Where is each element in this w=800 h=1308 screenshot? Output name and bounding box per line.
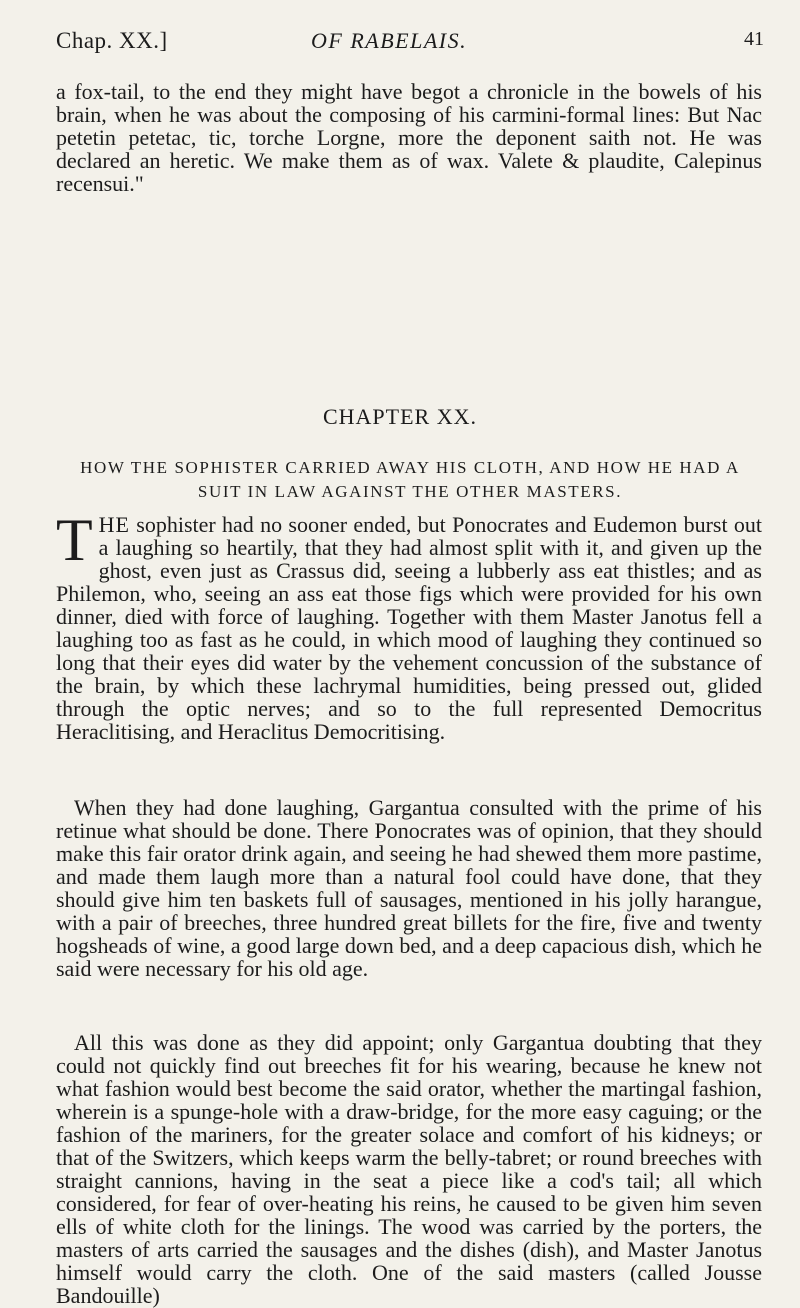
paragraph-1	[56, 507, 763, 744]
running-title: OF RABELAIS.	[311, 28, 468, 53]
running-header	[56, 28, 764, 58]
chapter-title: CHAPTER XX.	[322, 404, 477, 429]
chapter-subtitle: HOW THE SOPHISTER CARRIED AWAY HIS CLOTH, AND HOW HE HAD A SUIT IN LAW AGAINST THE OTHER MASTERS.	[80, 458, 740, 501]
drop-cap: T	[56, 507, 93, 573]
page-number: 41	[744, 28, 764, 50]
opening-paragraph-block	[56, 80, 762, 195]
paragraph-2-block	[56, 796, 762, 980]
small-caps-word: HE	[98, 512, 130, 537]
paragraph-1-block	[56, 507, 763, 744]
paragraph-3-block	[56, 1031, 762, 1307]
opening-paragraph: a fox-tail, to the end they might have begot a chronicle in the bowels of his brain, when he was about the composing of his carmini-formal lines: But Nac petetin petetac, tic, torche Lorgne, more the deponent saith not. He was declared an heretic. We make them as of wax. Valete & plaudite, Calepinus recensui."	[56, 79, 762, 196]
paragraph-3: All this was done as they did appoint; only Gargantua doubting that they could not quickly find out breeches fit for his wearing, because he knew not what fashion would best become the said orator, whether the martingal fashion, wherein is a spunge-hole with a draw-bridge, for the more easy caguing; or the fashion of the mariners, for the greater solace and comfort of his kidneys; or that of the Switzers, which keeps warm the belly-tabret; or round breeches with straight cannions, having in the seat a piece like a cod's tail; all which considered, for fear of over-heating his reins, he caused to be given him seven ells of white cloth for the linings. The wood was carried by the porters, the masters of arts carried the sausages and the dishes (dish), and Master Janotus himself would carry the cloth. One of the said masters (called Jousse Bandouille)	[56, 1030, 762, 1308]
chapter-label: Chap. XX.]	[56, 28, 168, 53]
paragraph-1-text: sophister had no sooner ended, but Ponocrates and Eudemon burst out a laughing so heartily, that they had almost split with it, and given up the ghost, even just as Crassus did, seeing a lubberly ass eat thistles; and as Philemon, who, seeing an ass eat those figs which were provided for his own dinner, died with force of laughing. Together with them Master Janotus fell a laughing too as fast as he could, in which mood of laughing they continued so long that their eyes did water by the vehement concussion of the substance of the brain, by which these lachrymal humidities, being pressed out, glided through the optic nerves; and so to the full represented Democritus Heraclitising, and Heraclitus Democritising.	[56, 512, 763, 744]
paragraph-2: When they had done laughing, Gargantua consulted with the prime of his retinue what should be done. There Ponocrates was of opinion, that they should make this fair orator drink again, and seeing he had shewed them more pastime, and made them laugh more than a natural fool could have done, that they should give him ten baskets full of sausages, mentioned in his jolly harangue, with a pair of breeches, three hundred great billets for the fire, five and twenty hogsheads of wine, a good large down bed, and a deep capacious dish, which he said were necessary for his old age.	[56, 795, 762, 981]
